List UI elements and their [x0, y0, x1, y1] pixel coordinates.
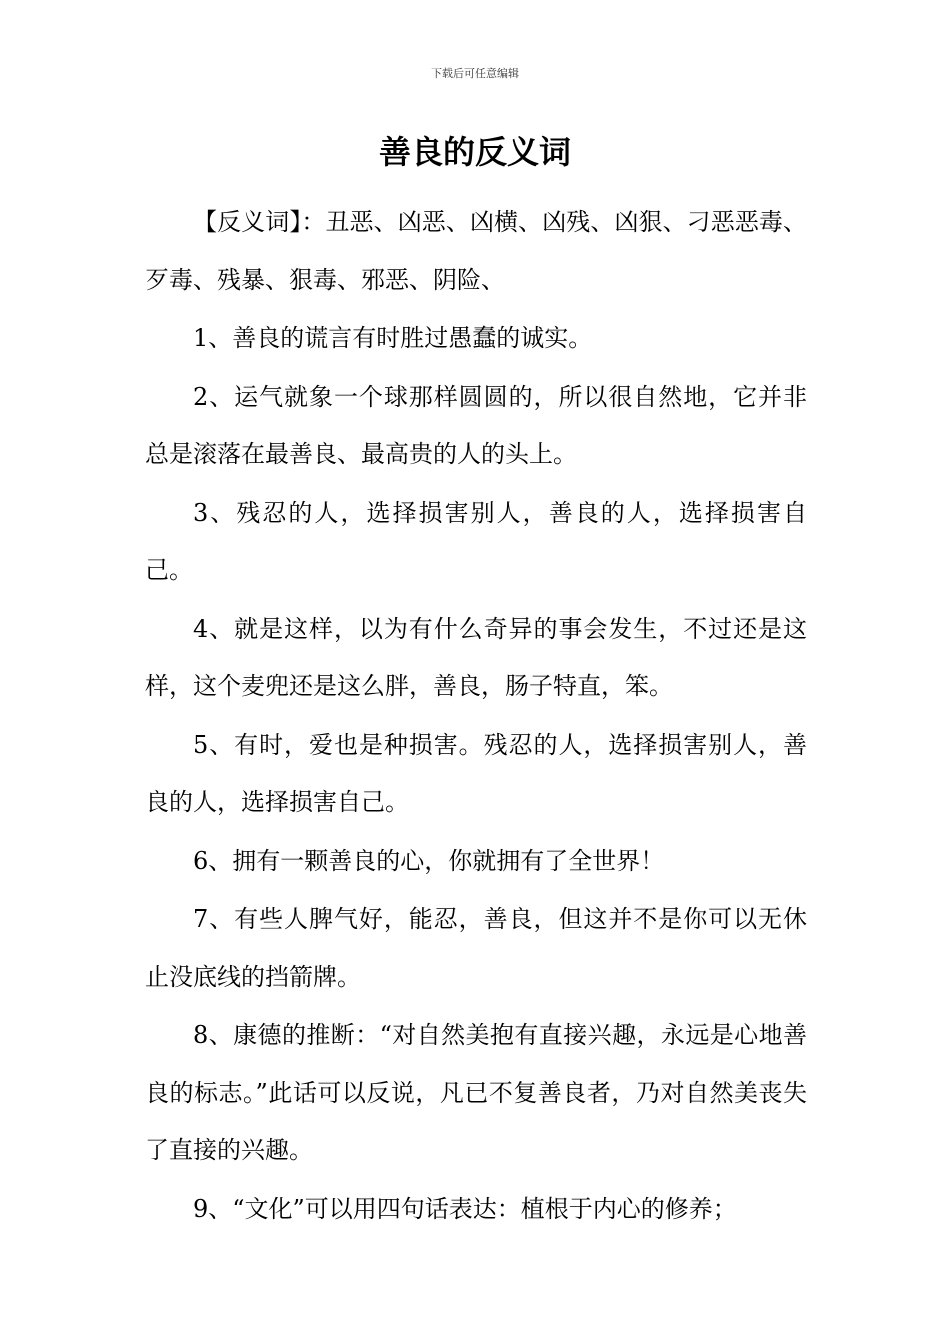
document-title: 善良的反义词 [378, 133, 571, 171]
paragraph-9: 9、“文化”可以用四句话表达：植根于内心的修养； [193, 1194, 737, 1223]
paragraph-6: 6、拥有一颗善良的心，你就拥有了全世界！ [193, 846, 665, 875]
header-note: 下载后可任意编辑 [431, 67, 519, 80]
paragraph-5: 5、有时，爱也是种损害。残忍的人，选择损害别人，善良的人，选择损害自己。 [145, 730, 807, 816]
paragraph-2: 2、运气就象一个球那样圆圆的，所以很自然地，它并非总是滚落在最善良、最高贵的人的头上。 [145, 382, 807, 468]
paragraph-8: 8、康德的推断：“对自然美抱有直接兴趣，永远是心地善良的标志。”此话可以反说，凡已不复善良者，乃对自然美丧失了直接的兴趣。 [145, 1021, 807, 1164]
paragraph-1: 1、善良的谎言有时胜过愚蠢的诚实。 [193, 324, 593, 352]
paragraph-7: 7、有些人脾气好，能忍，善良，但这并不是你可以无休止没底线的挡箭牌。 [145, 905, 807, 991]
document-body [145, 194, 807, 1239]
paragraph-3: 3、残忍的人，选择损害别人，善良的人，选择损害自己。 [145, 498, 807, 584]
paragraph-4: 4、就是这样，以为有什么奇异的事会发生，不过还是这样，这个麦兜还是这么胖，善良，肠子特直，笨。 [145, 614, 807, 700]
paragraph-antonyms: 【反义词】：丑恶、凶恶、凶横、凶残、凶狠、刁恶恶毒、歹毒、残暴、狠毒、邪恶、阴险、 [145, 208, 807, 294]
